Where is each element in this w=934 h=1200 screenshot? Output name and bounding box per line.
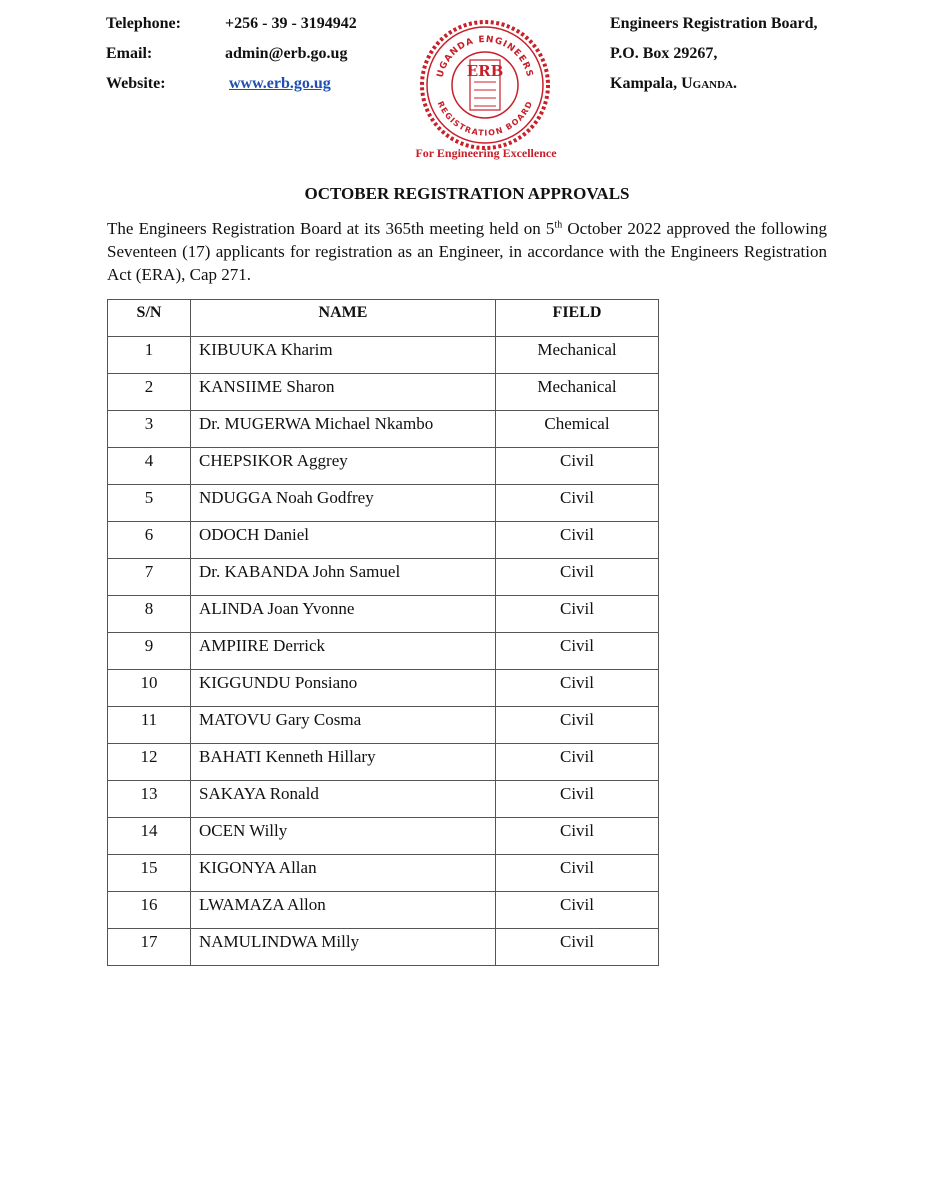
row-field: Mechanical <box>496 374 659 411</box>
logo-motto: For Engineering Excellence <box>415 146 557 160</box>
table-row <box>108 448 659 485</box>
table-row <box>108 485 659 522</box>
row-name: ODOCH Daniel <box>191 522 496 559</box>
intro-paragraph <box>107 217 827 286</box>
row-field: Civil <box>496 781 659 818</box>
row-field: Civil <box>496 892 659 929</box>
row-field: Chemical <box>496 411 659 448</box>
row-field: Civil <box>496 818 659 855</box>
row-field: Civil <box>496 670 659 707</box>
row-name: MATOVU Gary Cosma <box>191 707 496 744</box>
row-name: NDUGGA Noah Godfrey <box>191 485 496 522</box>
row-field: Civil <box>496 855 659 892</box>
table-row <box>108 892 659 929</box>
row-sn: 12 <box>108 744 191 781</box>
row-name: OCEN Willy <box>191 818 496 855</box>
row-sn: 1 <box>108 337 191 374</box>
table-row <box>108 855 659 892</box>
row-field: Civil <box>496 929 659 966</box>
intro-text-part1: The Engineers Registration Board at its 365th meeting held on 5 <box>107 219 555 238</box>
row-name: BAHATI Kenneth Hillary <box>191 744 496 781</box>
website-link[interactable]: www.erb.go.ug <box>229 75 331 92</box>
website-label: Website: <box>106 75 166 92</box>
telephone-label: Telephone: <box>106 15 181 32</box>
row-name: ALINDA Joan Yvonne <box>191 596 496 633</box>
table-row <box>108 337 659 374</box>
table-row <box>108 559 659 596</box>
table-row <box>108 596 659 633</box>
document-title: OCTOBER REGISTRATION APPROVALS <box>304 184 630 203</box>
row-sn: 4 <box>108 448 191 485</box>
table-row <box>108 633 659 670</box>
address-city: Kampala, <box>610 75 678 92</box>
intro-text-part2: October 2022 approved the following Seventeen (17) applicants for registration as an Engineer, in accordance with the Engineers Registration Act (ERA), Cap 271. <box>107 219 827 284</box>
intro-superscript: th <box>554 219 563 231</box>
header-field: FIELD <box>496 300 659 337</box>
row-sn: 16 <box>108 892 191 929</box>
table-row <box>108 522 659 559</box>
email-label: Email: <box>106 45 153 62</box>
table-header-row <box>108 300 659 337</box>
row-field: Civil <box>496 522 659 559</box>
row-sn: 7 <box>108 559 191 596</box>
row-sn: 14 <box>108 818 191 855</box>
row-sn: 17 <box>108 929 191 966</box>
table-row <box>108 670 659 707</box>
seal-initials-mark <box>467 60 504 110</box>
row-sn: 15 <box>108 855 191 892</box>
row-sn: 2 <box>108 374 191 411</box>
row-sn: 3 <box>108 411 191 448</box>
row-name: AMPIIRE Derrick <box>191 633 496 670</box>
row-field: Mechanical <box>496 337 659 374</box>
row-field: Civil <box>496 633 659 670</box>
address-line3 <box>610 75 737 93</box>
row-sn: 8 <box>108 596 191 633</box>
telephone-value: +256 - 39 - 3194942 <box>225 15 357 32</box>
row-name: SAKAYA Ronald <box>191 781 496 818</box>
row-name: KIBUUKA Kharim <box>191 337 496 374</box>
row-sn: 5 <box>108 485 191 522</box>
row-name: Dr. MUGERWA Michael Nkambo <box>191 411 496 448</box>
table-row <box>108 781 659 818</box>
address-country: Uganda. <box>681 75 738 92</box>
table-row <box>108 374 659 411</box>
row-field: Civil <box>496 707 659 744</box>
table-row <box>108 929 659 966</box>
address-line1: Engineers Registration Board, <box>610 15 818 32</box>
row-field: Civil <box>496 448 659 485</box>
row-name: NAMULINDWA Milly <box>191 929 496 966</box>
row-field: Civil <box>496 485 659 522</box>
erb-logo-seal <box>420 20 550 150</box>
row-field: Civil <box>496 559 659 596</box>
address-line2: P.O. Box 29267, <box>610 45 718 62</box>
table-row <box>108 411 659 448</box>
seal-ring-bottom-text: REGISTRATION BOARD <box>435 99 535 138</box>
table-row <box>108 818 659 855</box>
header-sn: S/N <box>108 300 191 337</box>
row-name: KIGGUNDU Ponsiano <box>191 670 496 707</box>
seal-initials: ERB <box>466 62 504 80</box>
row-sn: 10 <box>108 670 191 707</box>
row-name: Dr. KABANDA John Samuel <box>191 559 496 596</box>
row-sn: 13 <box>108 781 191 818</box>
row-sn: 9 <box>108 633 191 670</box>
email-value: admin@erb.go.ug <box>225 45 348 62</box>
table-row <box>108 707 659 744</box>
row-field: Civil <box>496 596 659 633</box>
approvals-table <box>107 299 659 966</box>
table-row <box>108 744 659 781</box>
row-name: LWAMAZA Allon <box>191 892 496 929</box>
header-name: NAME <box>191 300 496 337</box>
row-name: KANSIIME Sharon <box>191 374 496 411</box>
row-sn: 6 <box>108 522 191 559</box>
seal-ring-top-text: UGANDA ENGINEERS <box>435 34 535 79</box>
row-name: CHEPSIKOR Aggrey <box>191 448 496 485</box>
row-field: Civil <box>496 744 659 781</box>
row-name: KIGONYA Allan <box>191 855 496 892</box>
row-sn: 11 <box>108 707 191 744</box>
